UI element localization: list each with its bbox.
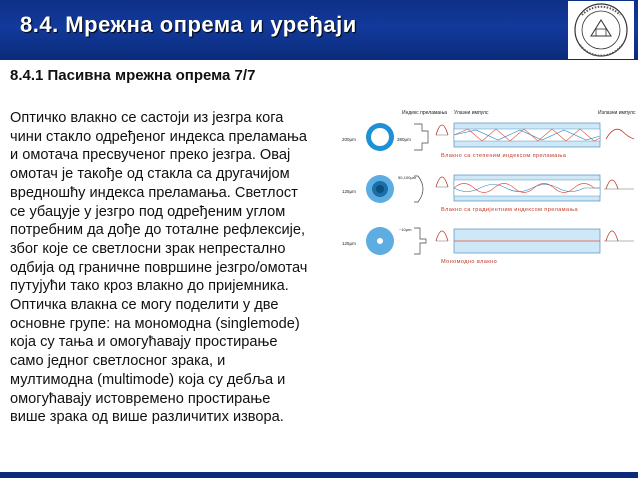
section-heading: 8.4.1 Пасивна мрежна опрема 7/7	[10, 67, 256, 84]
body-line: основне групе: на мономодна (singlemode)	[10, 315, 300, 332]
dim-label: 200μm	[342, 137, 356, 142]
row-graded-index	[342, 175, 634, 213]
body-line: одбија од граничне површине језгро/омотач	[10, 259, 308, 276]
body-line: више зрака од више различитих извора.	[10, 409, 284, 426]
body-line: чини стакло одређеног индекса преламања	[10, 128, 307, 145]
dim-label: 125μm	[342, 189, 356, 194]
body-line: мултимодна (multimode) која су дебља и	[10, 371, 286, 388]
slide-title: 8.4. Мрежна опрема и уређаји	[20, 12, 357, 37]
output-pulse-graph	[606, 231, 618, 241]
footer-bar	[0, 472, 638, 478]
output-pulse-graph	[606, 180, 618, 189]
fiber-type-caption: Мономодно влакно	[441, 259, 498, 265]
fiber-type-caption: Влакно са степеним индексом преламања	[441, 153, 567, 159]
fiber-types-diagram	[336, 107, 636, 277]
index-profile-graph	[414, 228, 426, 254]
body-line: вредношћу индекса преламања. Светлост	[10, 184, 298, 201]
body-line: само једног светлосног зрака, и	[10, 353, 226, 370]
dim-label: 380μm	[397, 137, 411, 142]
body-line: омогућавају истовремено простирање	[10, 390, 271, 407]
col-header-index: Индекс преламања	[402, 110, 448, 116]
row-step-index	[342, 123, 634, 159]
col-header-output: Излазни импулс	[598, 110, 636, 116]
body-line: и омотача пресвученог преко језгра. Овај	[10, 147, 291, 164]
fiber-type-caption: Влакно са градијентним индексом преламања	[441, 207, 578, 213]
dim-label: ~10μm	[399, 227, 412, 232]
body-line: потребним да дође до тоталне рефлексије,	[10, 222, 306, 239]
body-line: Оптичко влакно се састоји из језгра кога	[10, 110, 284, 126]
output-pulse-graph	[606, 129, 634, 139]
dim-label: 125μm	[342, 241, 356, 246]
body-line: која су тања и омогућавају простирање	[10, 334, 278, 351]
index-profile-graph	[414, 124, 428, 150]
dim-label: 50-100μm	[398, 175, 417, 180]
body-line: се убацује у језгро под одређеним углом	[10, 203, 286, 220]
title-bar	[0, 0, 638, 60]
input-pulse-graph	[436, 177, 448, 187]
body-line: због које се светлосни зрак непрестално	[10, 240, 286, 257]
body-line: Оптичка влакна се могу поделити у две	[10, 297, 279, 314]
body-line: путујући тако кроз влакно до пријемника.	[10, 278, 289, 295]
body-paragraph	[10, 109, 340, 427]
col-header-input: Улазни импулс	[454, 110, 489, 116]
input-pulse-graph	[436, 231, 448, 241]
university-seal-icon	[568, 1, 634, 59]
input-pulse-graph	[436, 125, 448, 135]
row-single-mode	[342, 227, 634, 265]
body-line: омотач је такође од стакла са другачијом	[10, 166, 290, 183]
